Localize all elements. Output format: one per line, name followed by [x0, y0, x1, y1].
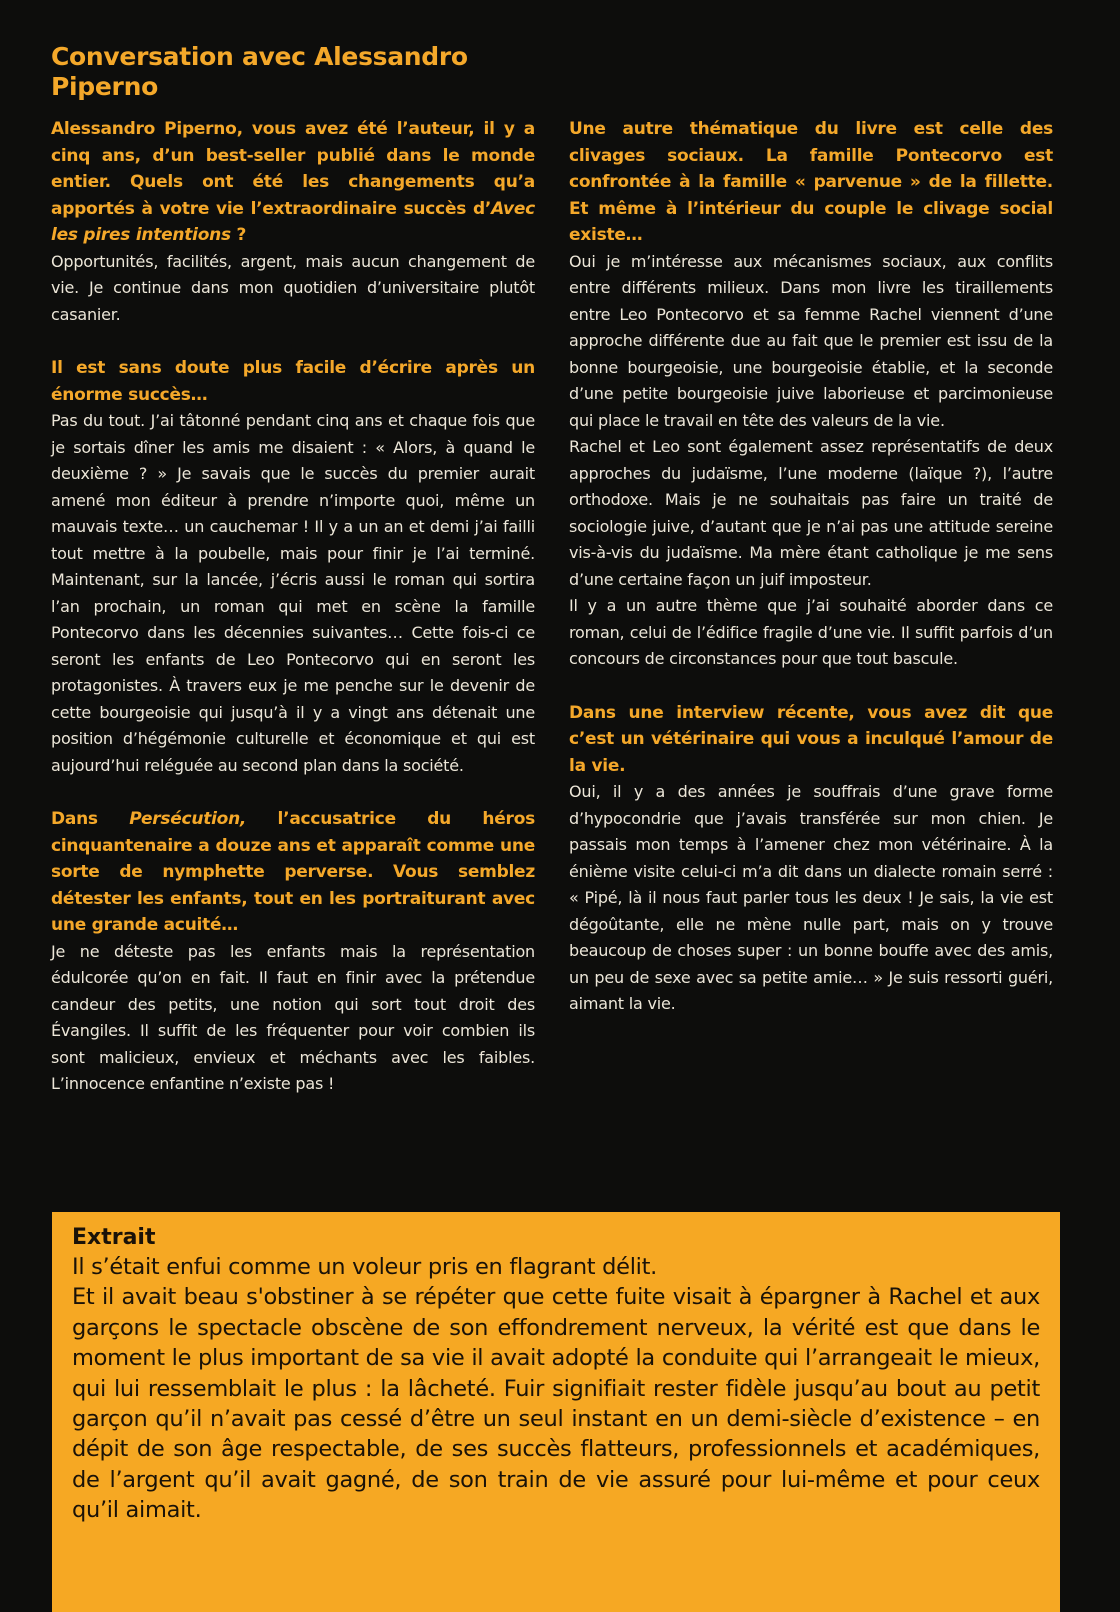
answer-4-part-1: Oui je m’intéresse aux mécanismes sociaux, aux conflits entre différents milieux. Dans mon livre les tiraillements entre Leo Pontecorvo et sa femme Rachel viennent d’une approche différente due au fait que le premier est issu de la bonne bourgeoisie, une bourgeoisie établie, et la seconde d’une petite bourgeoisie juive laborieuse et parcimonieuse qui place le travail en tête des valeurs de la vie.	[569, 251, 1053, 430]
question-3: Dans Persécution, l’accusatrice du héros cinquantenaire a douze ans et apparaît comme une sorte de nymphette perverse. Vous semblez détester les enfants, tout en les portraiturant avec une grande acuité…	[51, 809, 535, 935]
answer-5: Oui, il y a des années je souffrais d’une grave forme d’hypocondrie que j’avais transférée sur mon chien. Je passais mon temps à l’amener chez mon vétérinaire. À la énième visite celui-ci m’a dit dans un dialecte romain serré : « Pipé, là il nous faut parler tous les deux ! Je sais, la vie est dégoûtante, elle ne mène nulle part, mais on y trouve beaucoup de choses super : un bonne bouffe avec des amis, un peu de sexe avec sa petite amie… » Je suis ressorti guéri, aimant la vie.	[569, 782, 1053, 1013]
answer-2: Pas du tout. J’ai tâtonné pendant cinq ans et chaque fois que je sortais dîner les amis me disaient : « Alors, à quand le deuxième ? » Je savais que le succès du premier aurait amené mon éditeur à prendre n’importe quoi, même un mauvais texte… un cauchemar ! Il y a un an et demi j’ai failli tout mettre à la poubelle, mais pour finir je l’ai terminé. Maintenant, sur la lancée, j’écris aussi le roman qui sortira l’an prochain, un roman qui met en scène la famille Pontecorvo dans les décennies suivantes… Cette fois-ci ce seront les enfants de Leo Pontecorvo qui en seront les protagonistes. À travers eux je me penche sur le devenir de cette bourgeoisie qui jusqu’à il y a vingt ans détenait une position d’hégémonie culturelle et économique et qui est aujourd’hui reléguée au second plan dans la société.	[51, 411, 535, 775]
extract-box	[52, 1212, 1060, 1612]
article-title: Conversation avec Alessandro Piperno	[51, 42, 468, 101]
left-column	[51, 116, 535, 1098]
answer-4-part-3: Il y a un autre thème que j’ai souhaité aborder dans ce roman, celui de l’édifice fragile d’une vie. Il suffit parfois d’un concours de circonstances pour que tout bascule.	[569, 596, 1053, 668]
extract-body: Et il avait beau s'obstiner à se répéter que cette fuite visait à épargner à Rachel et aux garçons le spectacle obscène de son effondrement nerveux, la vérité est que dans le moment le plus important de sa vie il avait adopté la conduite qui l’arrangeait le mieux, qui lui ressemblait le plus : la lâcheté. Fuir signifiait rester fidèle jusqu’au bout au petit garçon qu’il n’avait pas cessé d’être un seul instant en un demi-siècle d’existence – en dépit de son âge respectable, de ses succès flatteurs, professionnels et académiques, de l’argent qu’il avait gagné, de son train de vie assuré pour lui-même et pour ceux qu’il aimait.	[72, 1284, 1040, 1524]
answer-1: Opportunités, facilités, argent, mais aucun changement de vie. Je continue dans mon quotidien d’universitaire plutôt casanier.	[51, 251, 535, 324]
answer-3: Je ne déteste pas les enfants mais la représentation édulcorée qu’on en fait. Il faut en finir avec la prétendue candeur des petits, une notion qui sort tout droit des Évangiles. Il suffit de les fréquenter pour voir combien ils sont malicieux, envieux et méchants avec les faibles. L’innocence enfantine n’existe pas !	[51, 941, 535, 1093]
right-column	[569, 116, 1053, 1018]
question-1: Alessandro Piperno, vous avez été l’auteur, il y a cinq ans, d’un best-seller publié dans le monde entier. Quels ont été les changements qu’a apportés à votre vie l’extraordinaire succès d’Avec les pires intentions ?	[51, 119, 535, 245]
answer-4-part-2: Rachel et Leo sont également assez représentatifs de deux approches du judaïsme, l’une moderne (laïque ?), l’autre orthodoxe. Mais je ne souhaitais pas faire un traité de sociologie juive, d’autant que je n’ai pas une attitude sereine vis-à-vis du judaïsme. Ma mère étant catholique je me sens d’une certaine façon un juif imposteur.	[569, 437, 1053, 589]
question-4: Une autre thématique du livre est celle des clivages sociaux. La famille Pontecorvo est confrontée à la famille « parvenue » de la fillette. Et même à l’intérieur du couple le clivage social existe…	[569, 119, 1053, 245]
question-2: Il est sans doute plus facile d’écrire après un énorme succès…	[51, 358, 535, 405]
extract-first-line: Il s’était enfui comme un voleur pris en flagrant délit.	[72, 1254, 657, 1280]
extract-title: Extrait	[72, 1225, 156, 1250]
question-5: Dans une interview récente, vous avez dit que c’est un vétérinaire qui vous a inculqué l’amour de la vie.	[569, 702, 1053, 776]
